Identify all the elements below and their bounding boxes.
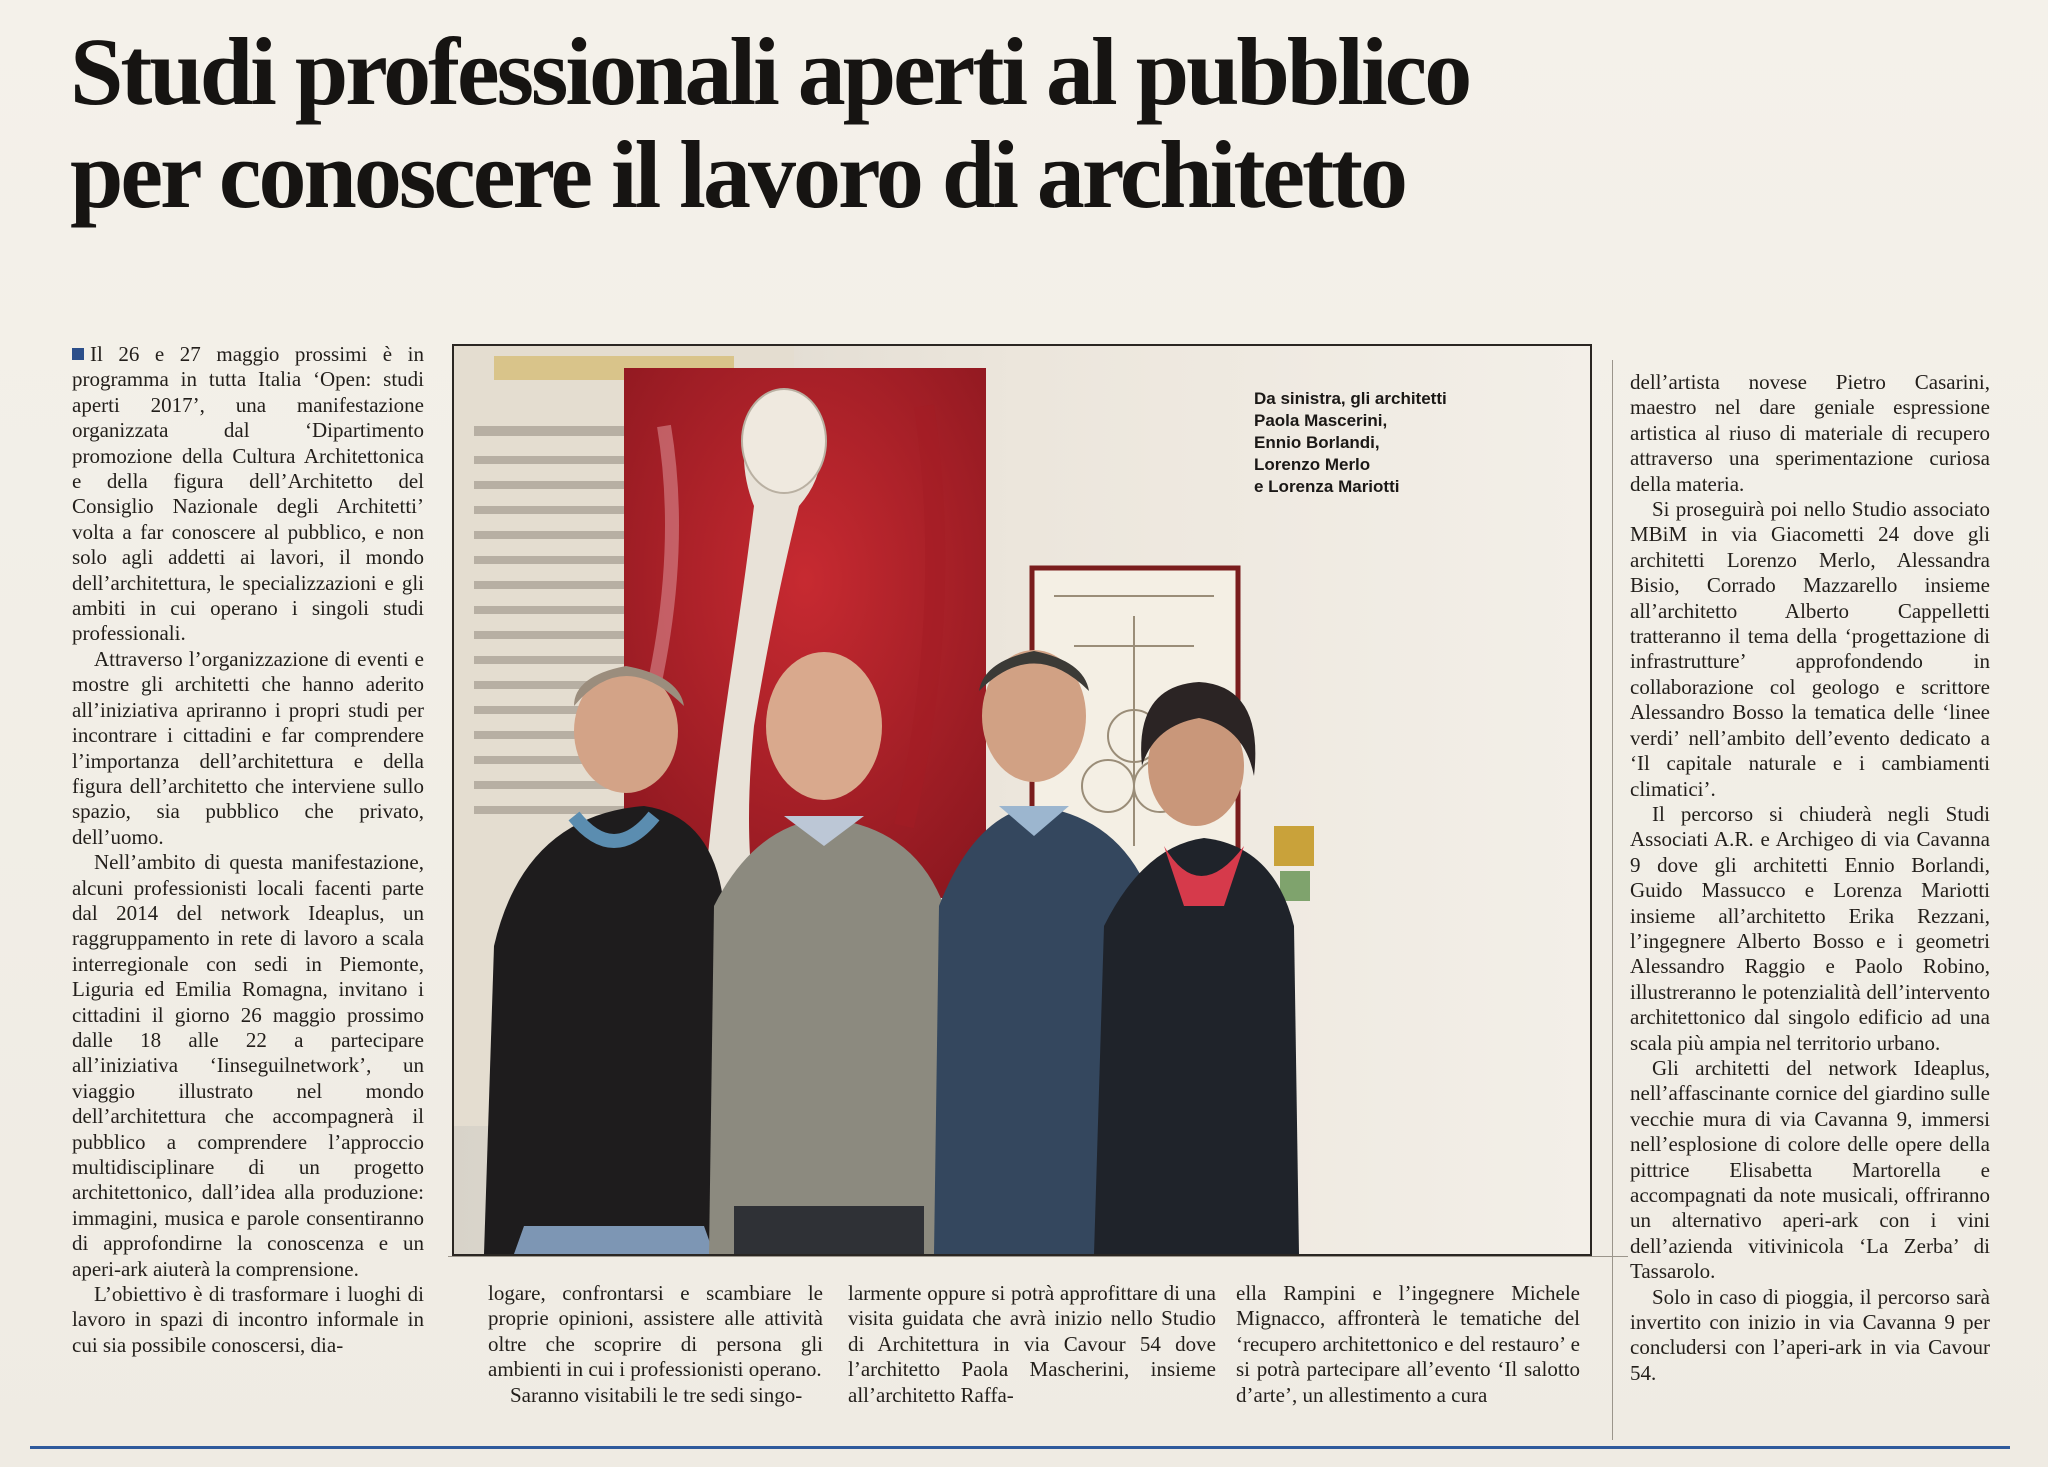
paragraph: Gli architetti del network Ideaplus, nell’affascinante cornice del giardino sulle vecchie mura di via Cavanna 9, immersi nell’esplosione di colore delle opere della pittrice Elisabetta Martorella e accompagnati da note musicali, offriranno un alternativo aperi-ark con i vini dell’azienda vitivinicola ‘La Zerba’ di Tassarolo.: [1630, 1055, 1990, 1284]
paragraph: Solo in caso di pioggia, il percorso sarà invertito con inizio in via Cavanna 9 per concludersi con l’aperi-ark in via Cavour 54.: [1630, 1284, 1990, 1385]
paragraph-text: Il 26 e 27 maggio prossimi è in programma in tutta Italia ‘Open: studi aperti 2017’, una manifestazione organizzata dal ‘Dipartimento promozione della Cultura Architettonica e della figura dell’Architetto del Consiglio Nazionale degli Architetti’ volta a far conoscere al pubblico, e non solo agli addetti ai lavori, il mondo dell’architettura, le specializzazioni e gli ambiti in cui operano i singoli studi professionali.: [72, 342, 424, 646]
headline-line-2: per conoscere il lavoro di architetto: [70, 121, 1405, 228]
caption-line: Ennio Borlandi,: [1254, 433, 1380, 452]
caption-line: e Lorenza Mariotti: [1254, 477, 1400, 496]
paragraph: Saranno visitabili le tre sedi singo-: [510, 1382, 803, 1407]
paragraph: Attraverso l’organizzazione di eventi e mostre gli architetti che hanno aderito all’iniziativa apriranno i propri studi per incontrare i cittadini e far comprendere l’importanza dell’architettura e della figura dell’architetto che interviene sullo spazio, sia pubblico che privato, dell’uomo.: [72, 646, 424, 849]
headline-line-1: Studi professionali aperti al pubblico: [70, 18, 1470, 125]
paragraph: Si proseguirà poi nello Studio associato MBiM in via Giacometti 24 dove gli architetti Lorenzo Merlo, Alessandra Bisio, Corrado Mazzarello insieme all’architetto Alberto Cappelletti tratteranno il tema della ‘progettazione di infrastrutture’ approfondendo in collaborazione col geologo e scrittore Alessandro Bosso la tematica delle ‘linee verdi’ nell’ambito dell’evento dedicato a ‘Il capitale naturale e i cambiamenti climatici’.: [1630, 497, 1990, 801]
paragraph: [72, 342, 424, 647]
article-column-1: [72, 342, 424, 1358]
paragraph: ella Rampini e l’ingegnere Michele Mignacco, affronterà le tematiche del ‘recupero architettonico e del restauro’ e si potrà partecipare all’evento ‘Il salotto d’arte’, un allestimento a cura: [1236, 1281, 1580, 1407]
caption-line: Lorenzo Merlo: [1254, 455, 1371, 474]
column-divider: [1612, 360, 1613, 1440]
caption-line: Paola Mascerini,: [1254, 411, 1388, 430]
article-column-3: [848, 1281, 1216, 1408]
paragraph: dell’artista novese Pietro Casarini, maestro nel dare geniale espressione artistica al riuso di materiale di recupero attraverso una sperimentazione curiosa della materia.: [1630, 370, 1990, 496]
photo-caption: [1254, 388, 1554, 498]
headline: [70, 20, 2030, 226]
paragraph: logare, confrontarsi e scambiare le proprie opinioni, assistere alle attività oltre che scoprire di persona gli ambienti in cui i professionisti operano.: [488, 1281, 823, 1382]
paragraph: Il percorso si chiuderà negli Studi Associati A.R. e Archigeo di via Cavanna 9 dove gli architetti Ennio Borlandi, Guido Massucco e Lorenza Mariotti insieme all’architetto Erika Rezzani, l’ingegnere Alberto Bosso e i geometri Alessandro Raggio e Paolo Robino, illustreranno le potenzialità dell’intervento architettonico dal singolo edificio ad una scala più ampia nel territorio urbano.: [1630, 801, 1990, 1055]
column-divider: [448, 1256, 1628, 1257]
bottom-border-line: [30, 1446, 2010, 1449]
article-column-5: [1630, 370, 1990, 1386]
article-column-2: [488, 1281, 823, 1408]
bullet-square-icon: [72, 348, 84, 360]
paragraph: larmente oppure si potrà approfittare di una visita guidata che avrà inizio nello Studio di Architettura in via Cavour 54 dove l’architetto Paola Mascherini, insieme all’architetto Raffa-: [848, 1281, 1216, 1407]
caption-line: Da sinistra, gli architetti: [1254, 389, 1447, 408]
article-column-4: [1236, 1281, 1580, 1408]
paragraph: L’obiettivo è di trasformare i luoghi di lavoro in spazi di incontro informale in cui sia possibile conoscersi, dia-: [72, 1282, 424, 1357]
paragraph: Nell’ambito di questa manifestazione, alcuni professionisti locali facenti parte dal 2014 del network Ideaplus, un raggruppamento in rete di lavoro a scala interregionale con sedi in Piemonte, Liguria ed Emilia Romagna, invitano i cittadini il giorno 26 maggio prossimo dalle 18 alle 22 a partecipare all’iniziativa ‘Iinseguilnetwork’, un viaggio illustrato nel mondo dell’architettura che accompagnerà il pubblico a comprendere l’approccio multidisciplinare di un progetto architettonico, dall’idea alla produzione: immagini, musica e parole consentiranno di approfondirne la conoscenza e un aperi-ark aiuterà la comprensione.: [72, 850, 424, 1281]
